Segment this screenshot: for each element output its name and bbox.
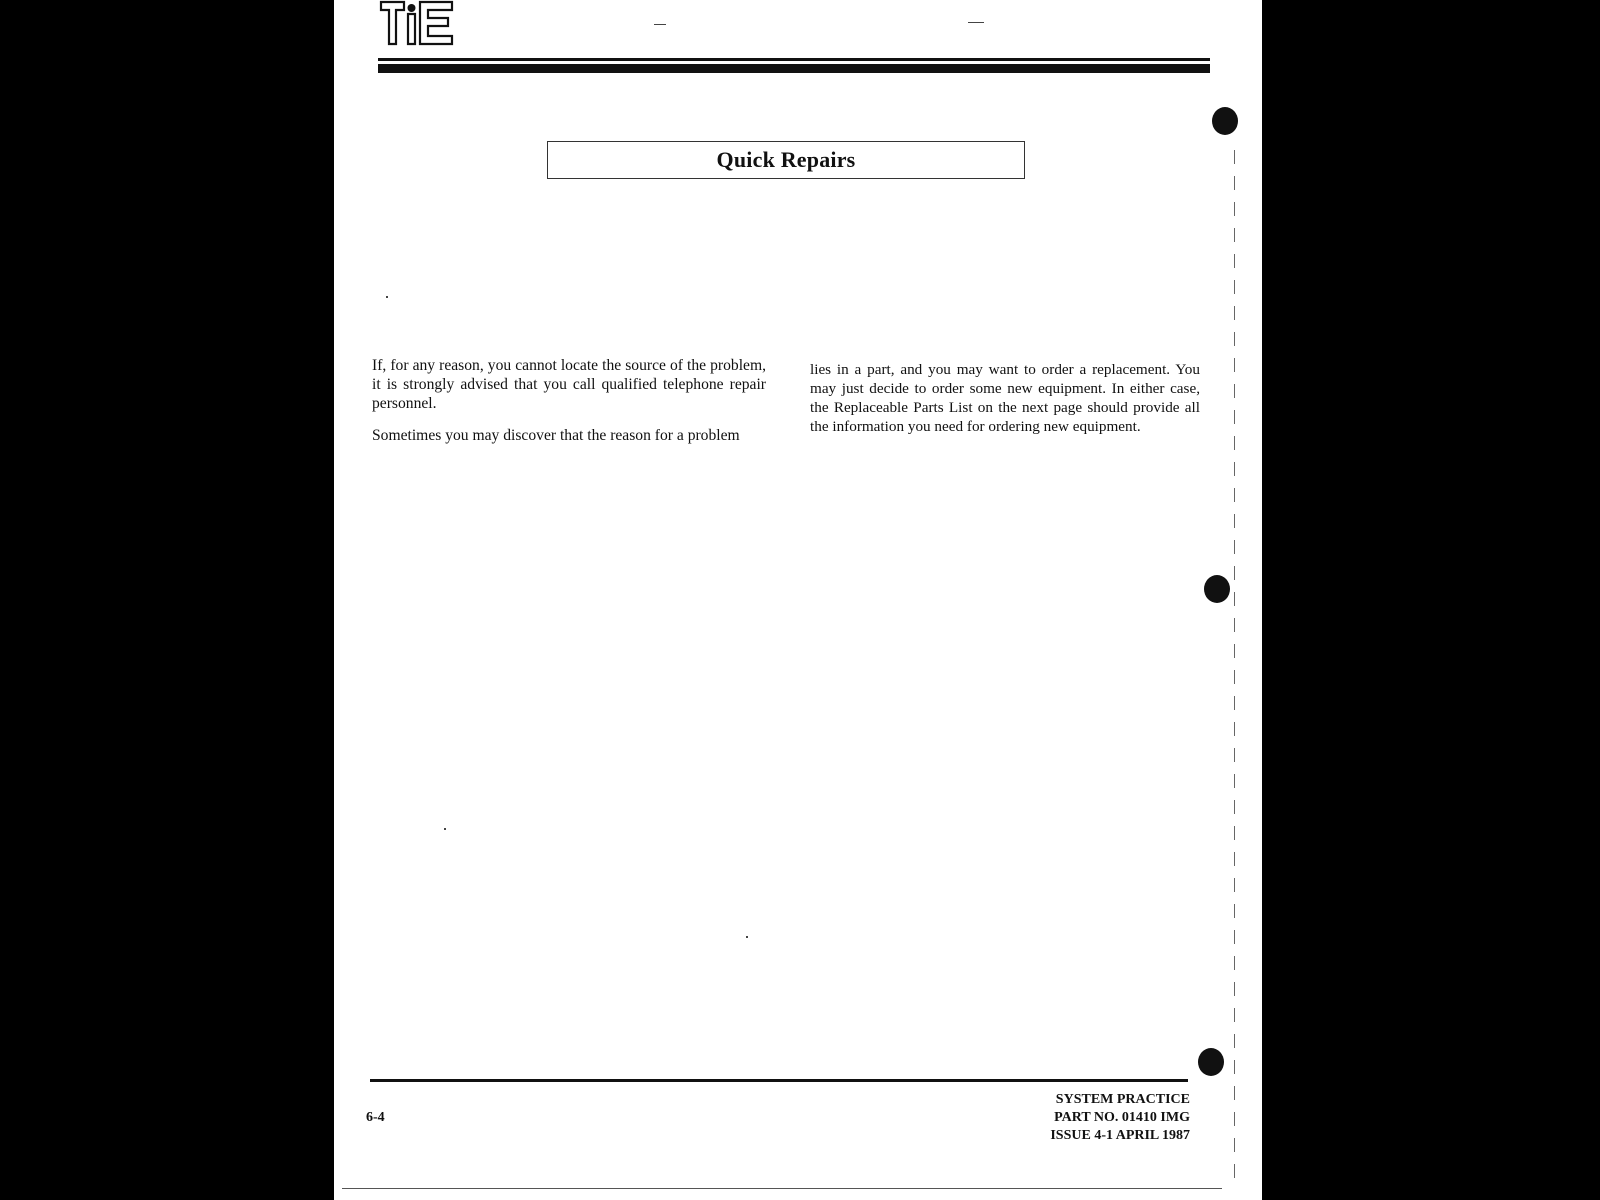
scan-speck — [444, 828, 446, 830]
footer-line: PART NO. 01410 IMG — [1054, 1110, 1190, 1125]
header-rule-thick — [378, 64, 1210, 73]
footer-info — [1050, 1091, 1190, 1145]
punch-hole-top — [1212, 107, 1238, 135]
paragraph: Sometimes you may discover that the reason for a problem — [372, 427, 740, 444]
header-rule-thin — [378, 58, 1210, 61]
page-number: 6-4 — [366, 1110, 385, 1125]
scan-bottom-edge — [342, 1188, 1222, 1189]
punch-hole-bottom — [1198, 1048, 1224, 1076]
left-column — [372, 356, 766, 458]
footer-rule — [370, 1079, 1188, 1082]
scan-speck — [654, 24, 666, 25]
tie-logo — [378, 0, 458, 48]
document-page — [334, 0, 1262, 1200]
paragraph: If, for any reason, you cannot locate the source of the problem, it is strongly advised that you call qualified telephone repair personnel. — [372, 357, 766, 412]
scan-speck — [746, 936, 748, 938]
section-title-box — [547, 141, 1025, 179]
footer-line: SYSTEM PRACTICE — [1055, 1092, 1190, 1107]
right-column — [810, 360, 1200, 449]
scan-right-edge — [1234, 150, 1235, 1190]
footer-line: ISSUE 4-1 APRIL 1987 — [1050, 1128, 1190, 1143]
scan-speck — [386, 296, 388, 298]
section-title: Quick Repairs — [716, 147, 856, 172]
punch-hole-middle — [1204, 575, 1230, 603]
paragraph: lies in a part, and you may want to order a replacement. You may just decide to order some new equipment. In either case, the Replaceable Parts List on the next page should provide all the information you need for ordering new equipment. — [810, 361, 1200, 435]
scan-speck — [968, 22, 984, 23]
